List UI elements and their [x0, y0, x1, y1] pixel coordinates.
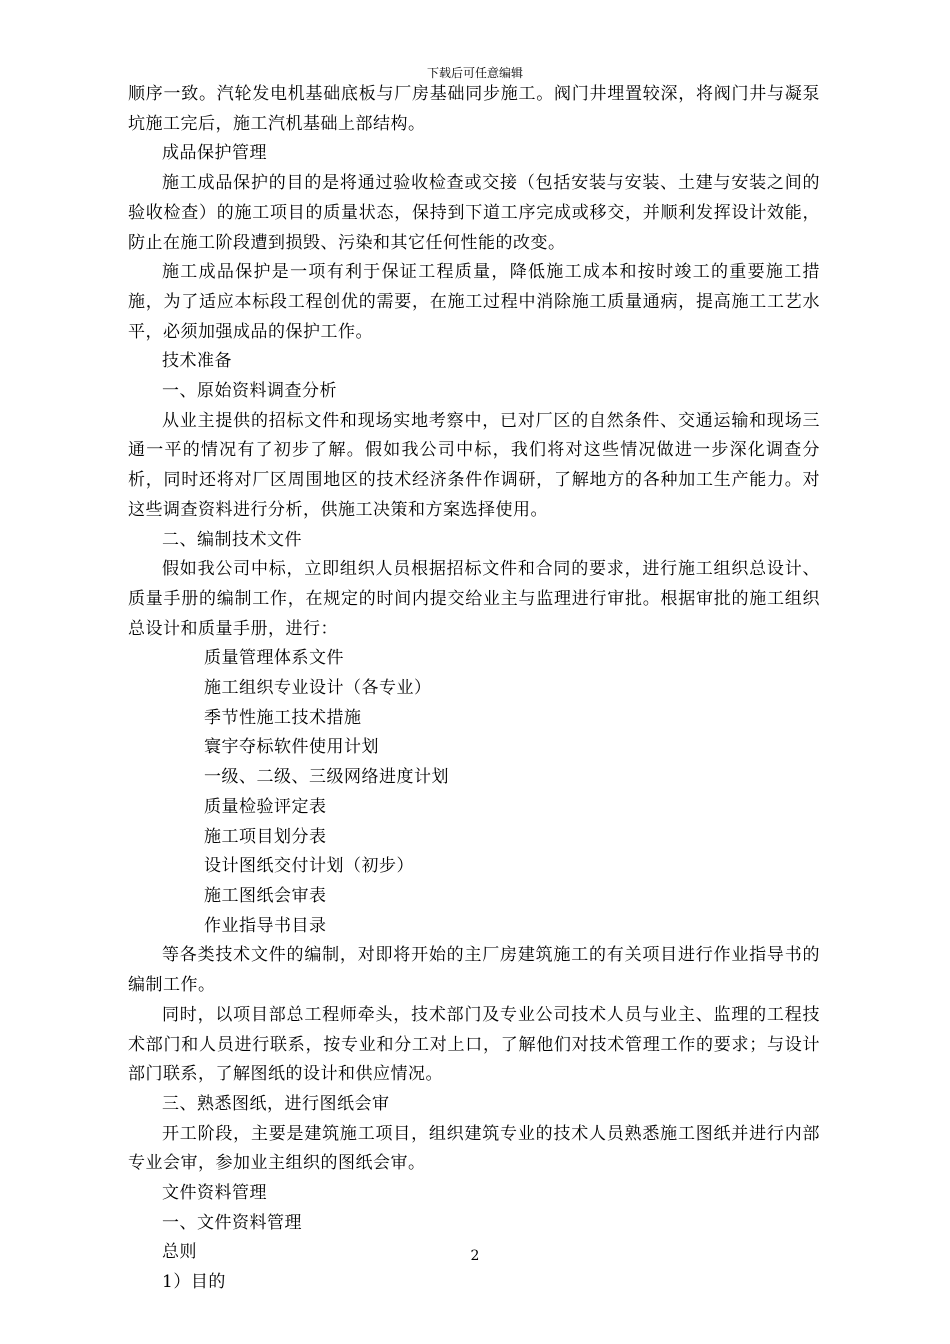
section-heading: 成品保护管理: [162, 143, 267, 164]
list-item: 施工组织专业设计（各专业）: [204, 678, 432, 699]
list-item: 质量检验评定表: [204, 796, 327, 817]
list-item: 季节性施工技术措施: [204, 707, 362, 728]
paragraph: 顺序一致。汽轮发电机基础底板与厂房基础同步施工。阀门井埋置较深，将阀门井与凝泵坑施工完后，施工汽机基础上部结构。: [128, 84, 820, 134]
page-header: 下载后可任意编辑: [426, 66, 523, 80]
list-item: 质量管理体系文件: [204, 648, 344, 669]
list-item: 施工图纸会审表: [204, 885, 327, 906]
subsection-heading: 一、原始资料调查分析: [162, 381, 337, 402]
paragraph: 施工成品保护是一项有利于保证工程质量，降低施工成本和按时竣工的重要施工措施，为了适应本标段工程创优的需要，在施工过程中消除施工质量通病，提高施工工艺水平，必须加强成品的保护工作。: [128, 262, 820, 342]
list-item: 作业指导书目录: [204, 915, 327, 936]
subsection-heading: 二、编制技术文件: [162, 529, 302, 550]
subsection-heading: 一、文件资料管理: [162, 1212, 302, 1233]
paragraph: 从业主提供的招标文件和现场实地考察中，已对厂区的自然条件、交通运输和现场三通一平的情况有了初步了解。假如我公司中标，我们将对这些情况做进一步深化调查分析，同时还将对厂区周围地区的技术经济条件作调研，了解地方的各种加工生产能力。对这些调查资料进行分析，供施工决策和方案选择使用。: [128, 410, 820, 520]
subsection-heading: 三、熟悉图纸，进行图纸会审: [162, 1093, 390, 1114]
list-item: 寰宇夺标软件使用计划: [204, 737, 379, 758]
paragraph: 等各类技术文件的编制，对即将开始的主厂房建筑施工的有关项目进行作业指导书的编制工作。: [128, 945, 820, 996]
paragraph: 施工成品保护的目的是将通过验收检查或交接（包括安装与安装、土建与安装之间的验收检查）的施工项目的质量状态，保持到下道工序完成或移交，并顺利发挥设计效能，防止在施工阶段遭到损毁、污染和其它任何性能的改变。: [128, 173, 820, 253]
paragraph: 开工阶段，主要是建筑施工项目，组织建筑专业的技术人员熟悉施工图纸并进行内部专业会审，参加业主组织的图纸会审。: [128, 1123, 820, 1174]
list-item: 一级、二级、三级网络进度计划: [204, 767, 449, 788]
document-body: [128, 80, 820, 1298]
section-heading: 文件资料管理: [162, 1183, 267, 1204]
list-item: 设计图纸交付计划（初步）: [204, 856, 414, 877]
paragraph: 同时，以项目部总工程师牵头，技术部门及专业公司技术人员与业主、监理的工程技术部门和人员进行联系，按专业和分工对上口，了解他们对技术管理工作的要求；与设计部门联系，了解图纸的设计和供应情况。: [128, 1004, 820, 1085]
section-heading: 技术准备: [162, 351, 232, 372]
page-number: 2: [470, 1248, 480, 1264]
subsection-heading: 总则: [162, 1242, 197, 1263]
subsection-heading: 1）目的: [162, 1272, 226, 1293]
list-item: 施工项目划分表: [204, 826, 327, 847]
paragraph: 假如我公司中标，立即组织人员根据招标文件和合同的要求，进行施工组织总设计、质量手册的编制工作，在规定的时间内提交给业主与监理进行审批。根据审批的施工组织总设计和质量手册，进行：: [128, 559, 820, 639]
